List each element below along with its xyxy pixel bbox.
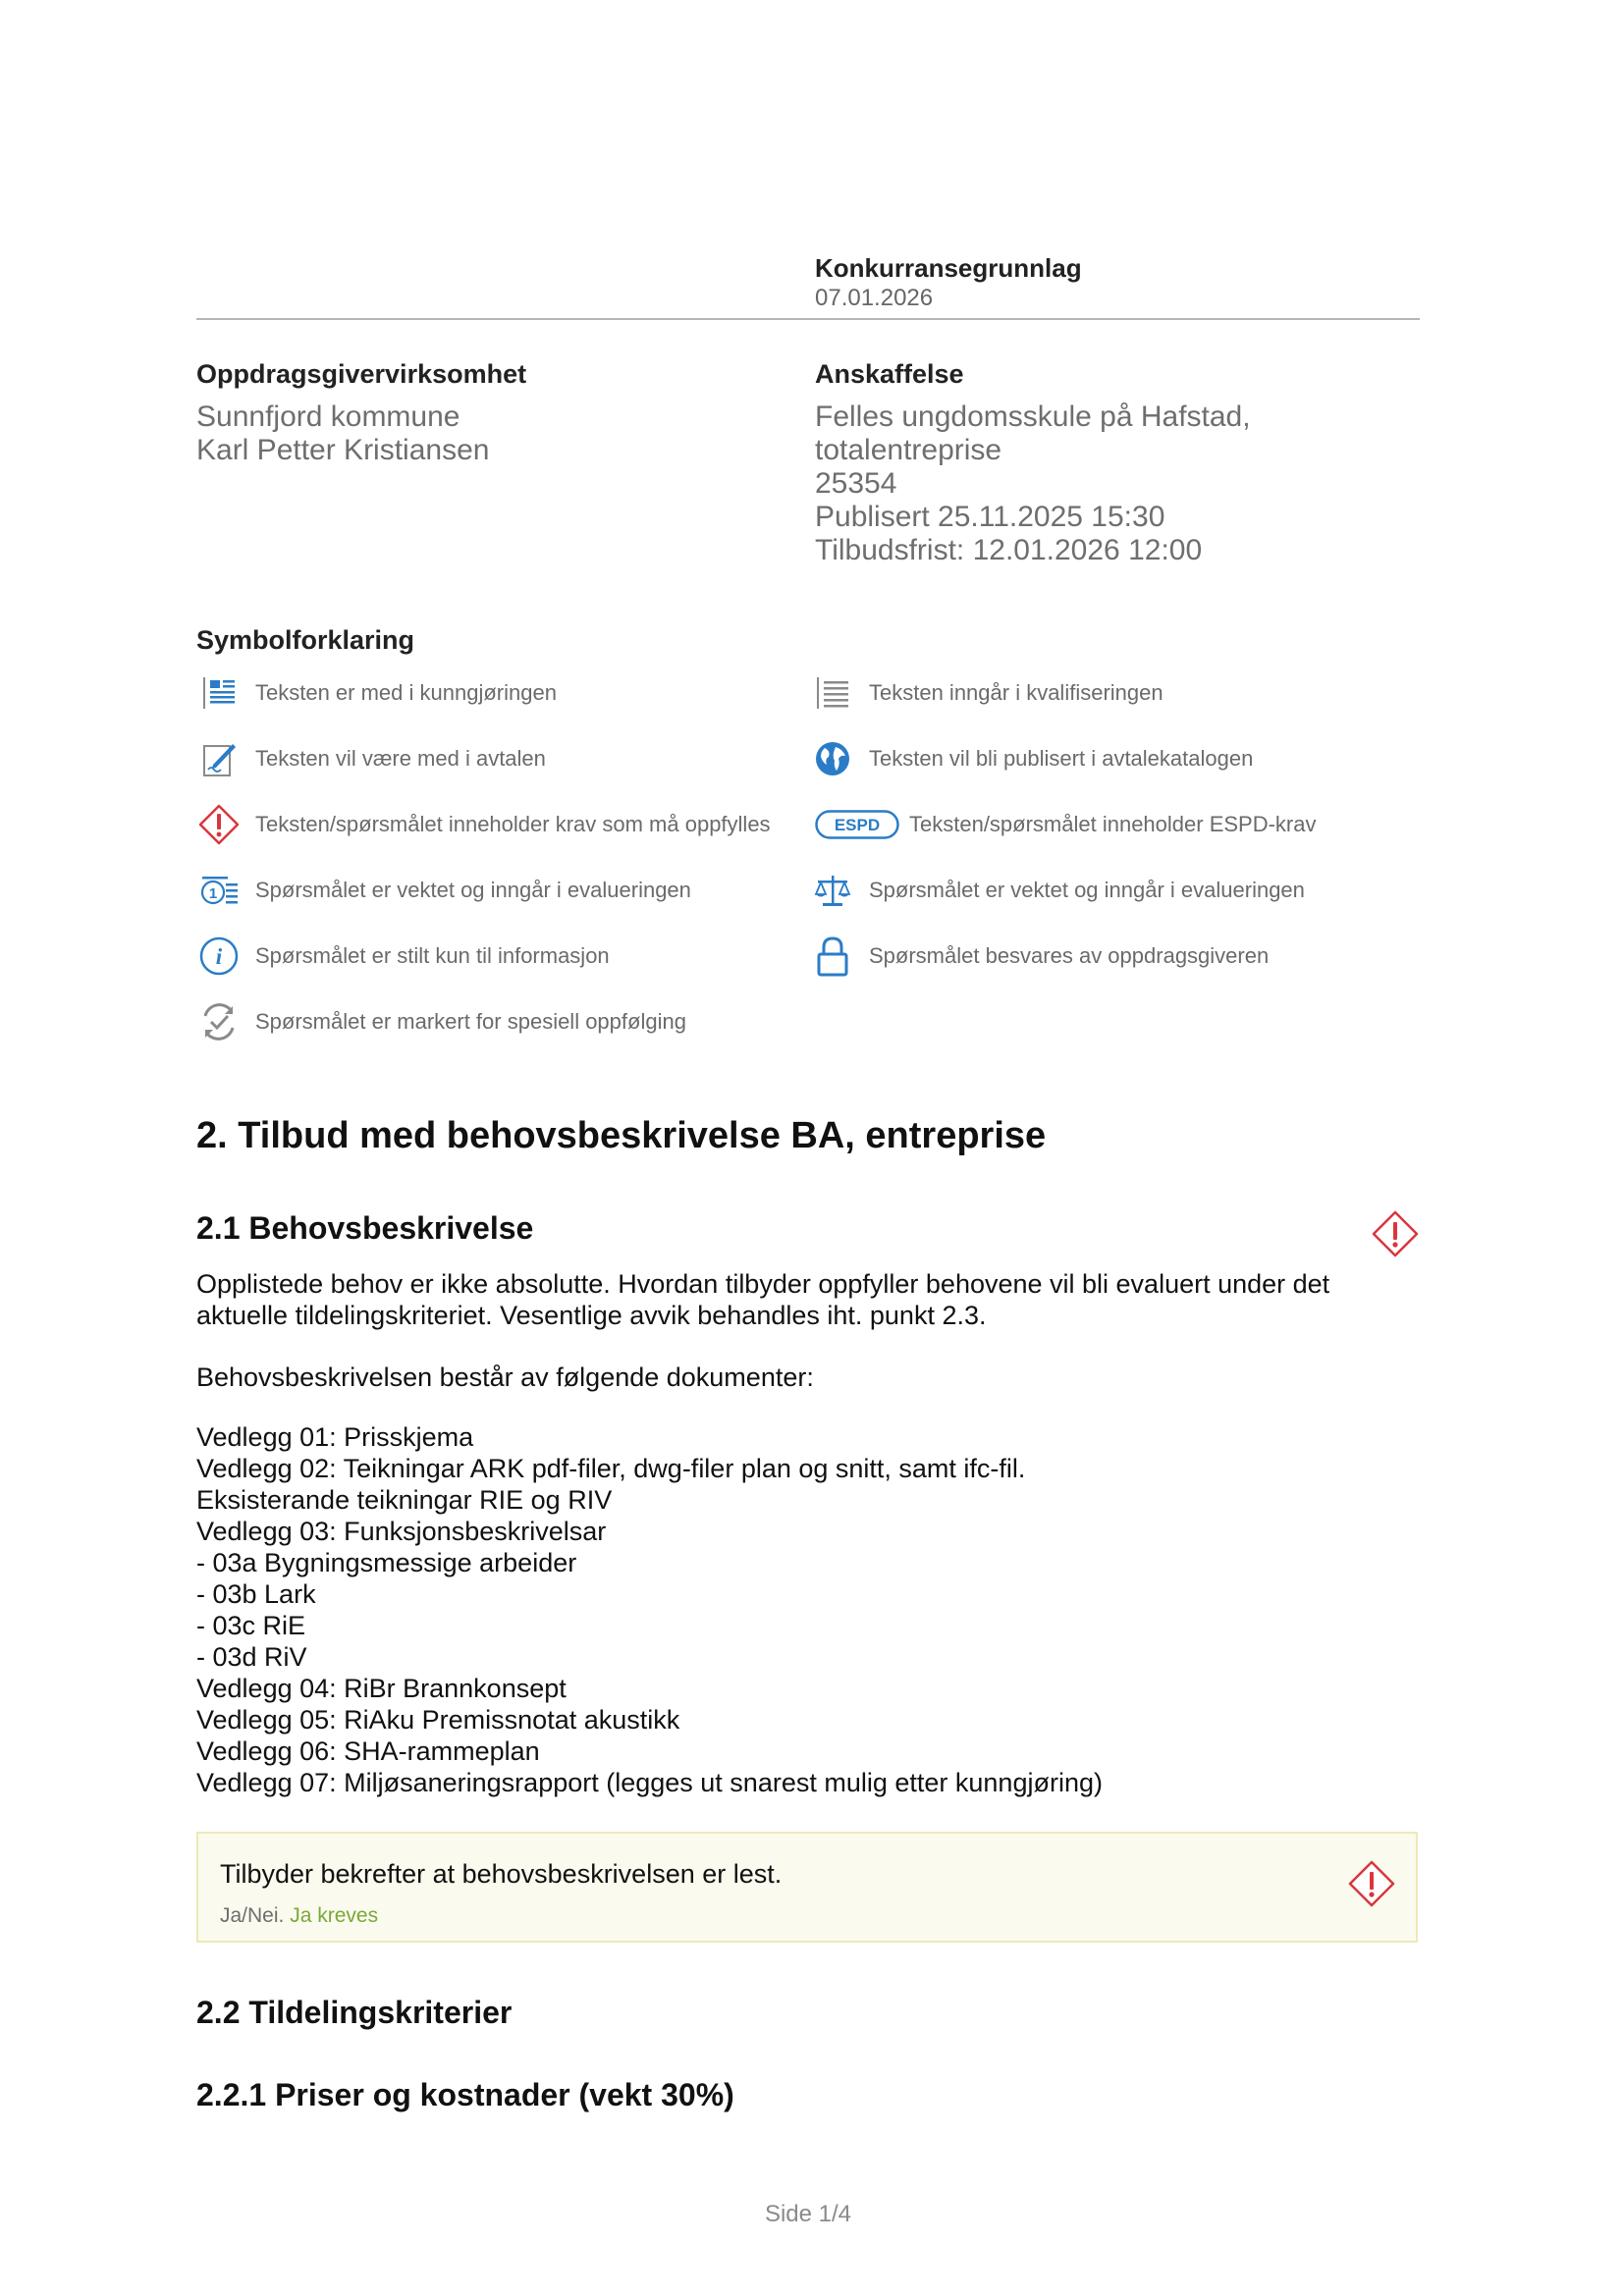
- list-item: Vedlegg 05: RiAku Premissnotat akustikk: [196, 1705, 680, 1735]
- confirmation-question-box: [196, 1832, 1418, 1943]
- answer-type: Ja/Nei.: [220, 1904, 285, 1927]
- header-divider: [196, 318, 1420, 320]
- list-item: - 03a Bygningsmessige arbeider: [196, 1548, 577, 1577]
- legend-text: Teksten/spørsmålet inneholder krav som må oppfylles: [255, 812, 771, 836]
- globe-icon: [810, 736, 855, 781]
- legend-text: Spørsmålet er vektet og inngår i evalueringen: [869, 878, 1305, 902]
- client-info: [196, 400, 489, 467]
- procurement-info: [815, 400, 1251, 567]
- contract-icon: [196, 736, 242, 781]
- procurement-title: Anskaffelse: [815, 359, 964, 389]
- legend-item-qualification: [810, 668, 1163, 718]
- legend-item-contract: [196, 734, 546, 783]
- legend-text: Teksten/spørsmålet inneholder ESPD-krav: [909, 812, 1317, 836]
- espd-icon: [815, 802, 899, 847]
- legend-item-info: [196, 932, 610, 981]
- lock-icon: [810, 934, 855, 979]
- info-icon: [196, 934, 242, 979]
- client-contact: Karl Petter Kristiansen: [196, 434, 490, 466]
- legend-text: Teksten vil bli publisert i avtalekatalogen: [869, 746, 1254, 771]
- svg-text:i: i: [215, 944, 223, 969]
- list-item: Vedlegg 07: Miljøsaneringsrapport (legges ut snarest mulig etter kunngjøring): [196, 1768, 1103, 1797]
- document-page: [196, 0, 1420, 2296]
- legend-item-lock: [810, 932, 1269, 981]
- legend-text: Teksten inngår i kvalifiseringen: [869, 680, 1163, 705]
- legend-text: Spørsmålet er stilt kun til informasjon: [255, 943, 610, 968]
- legend-text: Spørsmålet er markert for spesiell oppfølging: [255, 1009, 686, 1034]
- procurement-name: Felles ungdomsskule på Hafstad,: [815, 400, 1251, 433]
- legend-item-weighted: [196, 866, 691, 915]
- espd-badge-text: ESPD: [834, 816, 881, 834]
- required-answer: Ja kreves: [290, 1904, 379, 1927]
- description-paragraph: Opplistede behov er ikke absolutte. Hvordan tilbyder oppfyller behovene vil bli evaluert under det aktuelle tildelingskriteriet. Vesentlige avvik behandles iht. punkt 2.3.: [196, 1269, 1330, 1330]
- subsection-title: 2.2.1 Priser og kostnader (vekt 30%): [196, 2077, 734, 2112]
- legend-text: Teksten er med i kunngjøringen: [255, 680, 557, 705]
- qualification-icon: [810, 670, 855, 716]
- list-item: Vedlegg 06: SHA-rammeplan: [196, 1736, 540, 1766]
- procurement-id: 25354: [815, 467, 897, 500]
- list-item: Vedlegg 04: RiBr Brannkonsept: [196, 1674, 567, 1703]
- list-item: - 03b Lark: [196, 1579, 316, 1609]
- announcement-icon: [196, 670, 242, 716]
- legend-item-announcement: [196, 668, 557, 718]
- subsection-title: 2.2 Tildelingskriterier: [196, 1995, 513, 2030]
- legend-text: Spørsmålet besvares av oppdragsgiveren: [869, 943, 1270, 968]
- section-title: 2. Tilbud med behovsbeskrivelse BA, entreprise: [196, 1115, 1047, 1156]
- document-list: [196, 1421, 1103, 1798]
- client-name: Sunnfjord kommune: [196, 400, 460, 433]
- published-date: Publisert 25.11.2025 15:30: [815, 501, 1165, 533]
- followup-icon: [196, 999, 242, 1044]
- answer-requirement: [220, 1904, 378, 1928]
- legend-text: Teksten vil være med i avtalen: [255, 746, 546, 771]
- warning-icon: [1347, 1859, 1396, 1913]
- list-item: Vedlegg 01: Prisskjema: [196, 1422, 474, 1452]
- warning-icon: [196, 802, 242, 847]
- page-number: Side 1/4: [764, 2201, 852, 2227]
- list-item: - 03d RiV: [196, 1642, 307, 1672]
- client-title: Oppdragsgivervirksomhet: [196, 359, 527, 389]
- legend-item-catalog: [810, 734, 1253, 783]
- document-date: 07.01.2026: [815, 285, 934, 311]
- warning-icon: [1371, 1209, 1420, 1263]
- subsection-title: 2.1 Behovsbeskrivelse: [196, 1210, 534, 1246]
- scales-icon: [810, 868, 855, 913]
- legend-item-scales: [810, 866, 1305, 915]
- list-item: Vedlegg 02: Teikningar ARK pdf-filer, dwg-filer plan og snitt, samt ifc-fil.: [196, 1454, 1026, 1483]
- legend-item-followup: [196, 997, 686, 1046]
- document-type: Konkurransegrunnlag: [815, 253, 1082, 283]
- legend-text: Spørsmålet er vektet og inngår i evalueringen: [255, 878, 691, 902]
- svg-text:1: 1: [208, 885, 218, 902]
- legend-title: Symbolforklaring: [196, 625, 415, 655]
- weighted-list-icon: [196, 868, 242, 913]
- legend-item-requirement: [196, 800, 771, 849]
- tender-deadline: Tilbudsfrist: 12.01.2026 12:00: [815, 534, 1203, 566]
- documents-intro: Behovsbeskrivelsen består av følgende dokumenter:: [196, 1362, 814, 1392]
- list-item: Vedlegg 03: Funksjonsbeskrivelsar: [196, 1517, 607, 1546]
- procurement-type: totalentreprise: [815, 434, 1002, 466]
- legend-item-espd: [815, 800, 1317, 849]
- question-text: Tilbyder bekrefter at behovsbeskrivelsen er lest.: [220, 1859, 783, 1889]
- list-item: Eksisterande teikningar RIE og RIV: [196, 1485, 613, 1515]
- list-item: - 03c RiE: [196, 1611, 306, 1640]
